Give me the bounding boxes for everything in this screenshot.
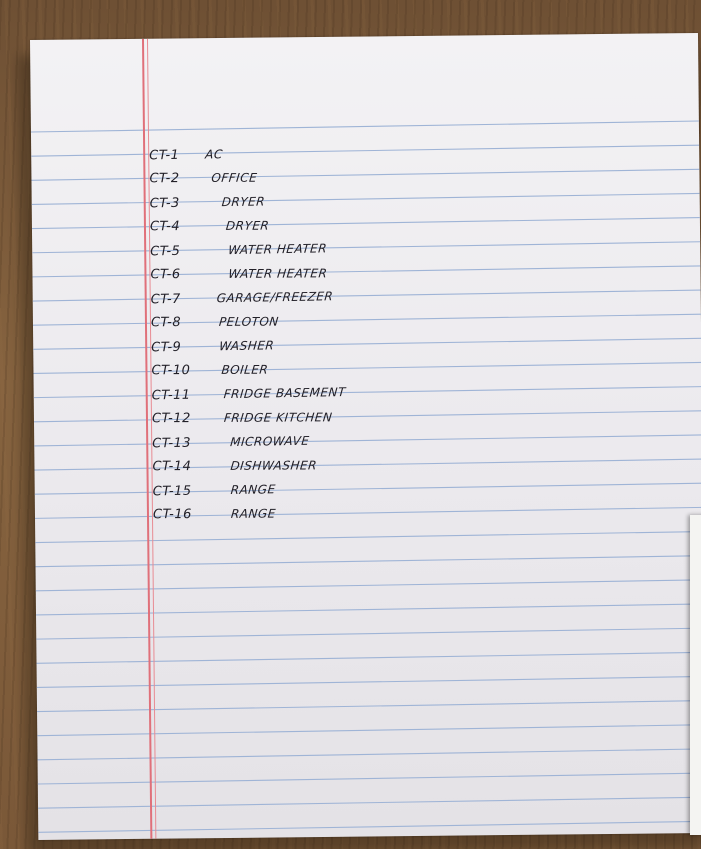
ruled-line bbox=[32, 218, 700, 229]
circuit-id: CT-13 bbox=[152, 435, 192, 452]
list-item bbox=[151, 309, 345, 334]
ruled-line bbox=[33, 314, 701, 325]
ruled-line bbox=[36, 652, 701, 663]
ruled-line bbox=[31, 169, 699, 180]
ruled-line bbox=[36, 580, 701, 591]
circuit-list bbox=[149, 141, 347, 527]
circuit-id: CT-16 bbox=[152, 507, 192, 523]
list-item bbox=[149, 140, 343, 167]
list-item bbox=[152, 380, 346, 407]
circuit-id: CT-12 bbox=[151, 411, 191, 427]
ruled-line bbox=[38, 797, 701, 808]
list-item bbox=[150, 236, 344, 263]
list-item bbox=[151, 284, 345, 311]
ruled-line bbox=[37, 749, 701, 760]
ruled-line bbox=[31, 145, 699, 156]
circuit-id: CT-5 bbox=[150, 243, 181, 260]
list-item bbox=[153, 476, 347, 503]
ruled-line bbox=[32, 266, 700, 277]
adjacent-paper-edge bbox=[690, 515, 701, 835]
ruled-line bbox=[31, 121, 699, 132]
list-item bbox=[149, 165, 343, 190]
circuit-id: CT-3 bbox=[149, 195, 180, 212]
circuit-id: CT-15 bbox=[152, 483, 192, 500]
circuit-label: RANGE bbox=[230, 482, 277, 498]
circuit-label: MICROWAVE bbox=[229, 433, 311, 450]
circuit-label: WATER HEATER bbox=[227, 241, 328, 258]
circuit-id: CT-14 bbox=[152, 459, 192, 475]
circuit-label: DISHWASHER bbox=[229, 458, 318, 473]
ruled-line bbox=[35, 507, 701, 518]
ruled-line bbox=[36, 628, 701, 639]
circuit-label: PELOTON bbox=[218, 314, 280, 329]
circuit-id: CT-2 bbox=[149, 171, 180, 187]
circuit-id: CT-6 bbox=[150, 267, 181, 283]
circuit-id: CT-8 bbox=[150, 315, 182, 331]
circuit-label: RANGE bbox=[230, 506, 277, 521]
ruled-line bbox=[37, 701, 701, 712]
circuit-label: FRIDGE BASEMENT bbox=[223, 385, 347, 402]
circuit-label: AC bbox=[204, 147, 224, 162]
circuit-label: FRIDGE KITCHEN bbox=[223, 410, 334, 425]
circuit-id: CT-10 bbox=[151, 363, 191, 379]
circuit-label: OFFICE bbox=[210, 170, 258, 185]
ruled-line bbox=[34, 459, 701, 470]
ruled-line bbox=[33, 362, 701, 373]
ruled-line bbox=[33, 290, 701, 301]
ruled-line bbox=[35, 556, 701, 567]
ruled-line bbox=[34, 387, 701, 398]
ruled-line bbox=[38, 773, 701, 784]
list-item bbox=[153, 501, 347, 526]
list-item bbox=[152, 453, 346, 478]
ruled-line bbox=[32, 193, 700, 204]
ruled-line bbox=[34, 411, 701, 422]
circuit-id: CT-7 bbox=[150, 291, 182, 308]
list-item bbox=[150, 261, 344, 286]
circuit-label: GARAGE/FREEZER bbox=[216, 289, 334, 306]
circuit-label: DRYER bbox=[221, 194, 266, 210]
ruled-line bbox=[36, 604, 701, 615]
list-item bbox=[152, 405, 346, 430]
circuit-id: CT-11 bbox=[151, 387, 191, 404]
circuit-id: CT-9 bbox=[151, 339, 182, 356]
ruled-line bbox=[35, 483, 701, 494]
ruled-line bbox=[38, 821, 701, 832]
list-item bbox=[150, 213, 344, 238]
ruled-line bbox=[32, 242, 700, 253]
ruled-line bbox=[33, 338, 701, 349]
list-item bbox=[151, 357, 345, 382]
circuit-label: BOILER bbox=[220, 362, 269, 377]
ruled-line bbox=[37, 676, 701, 687]
list-item bbox=[151, 332, 345, 359]
circuit-id: CT-1 bbox=[149, 147, 180, 164]
lined-paper-sheet bbox=[30, 33, 701, 840]
ruled-line bbox=[34, 435, 701, 446]
ruled-lines bbox=[30, 33, 701, 840]
ruled-line bbox=[37, 725, 701, 736]
list-item bbox=[152, 428, 346, 455]
circuit-id: CT-4 bbox=[149, 219, 181, 235]
circuit-label: WASHER bbox=[218, 338, 275, 354]
circuit-label: DRYER bbox=[225, 218, 270, 233]
list-item bbox=[150, 188, 344, 215]
ruled-line bbox=[35, 532, 701, 543]
circuit-label: WATER HEATER bbox=[227, 266, 329, 281]
